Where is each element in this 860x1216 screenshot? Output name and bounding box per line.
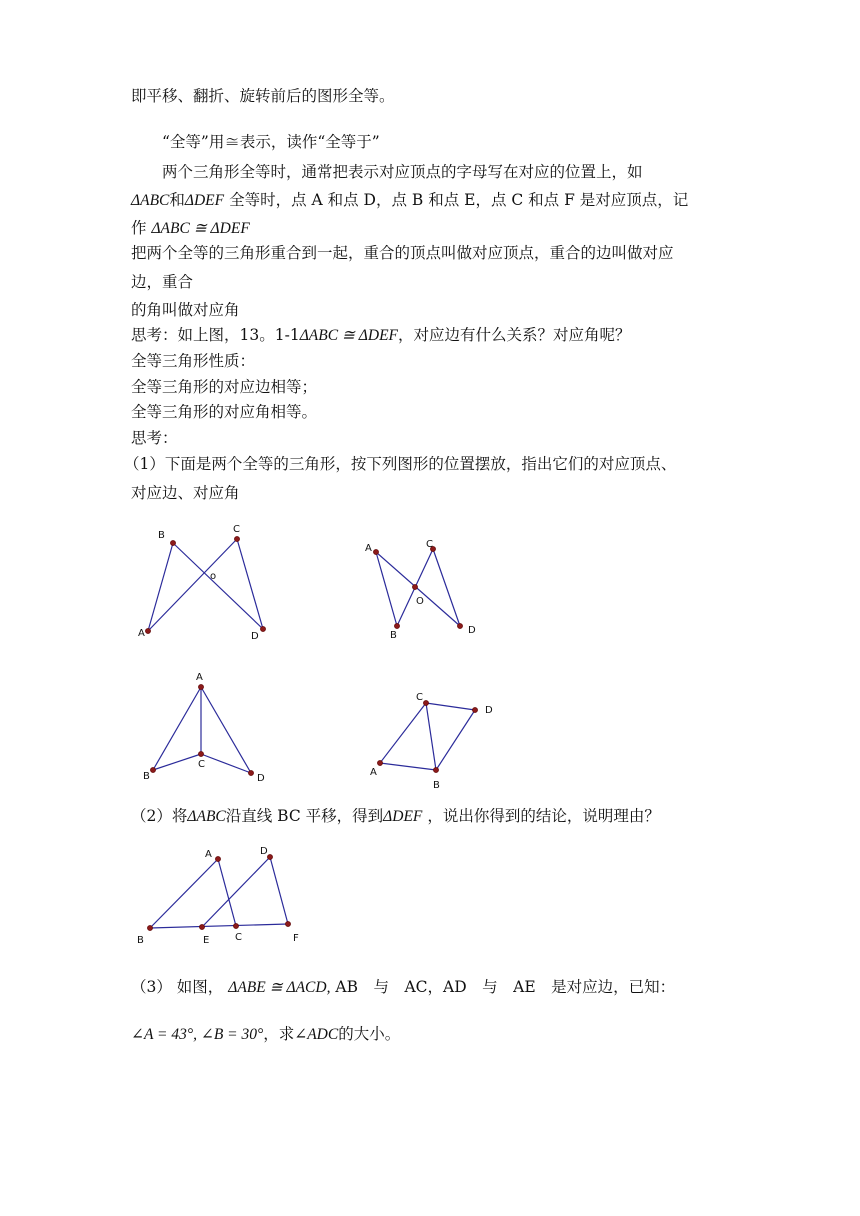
text-line-7: 边，重合 bbox=[131, 273, 194, 291]
math-angles: ∠A = 43°, ∠B = 30° bbox=[131, 1026, 264, 1043]
label-o: o bbox=[210, 571, 217, 582]
segment-ac bbox=[218, 859, 236, 926]
segment-cd bbox=[201, 754, 251, 773]
text-line-5 bbox=[131, 218, 250, 239]
text-and: 和 bbox=[169, 191, 185, 209]
label-d: D bbox=[257, 773, 265, 784]
point-c bbox=[423, 700, 428, 705]
math-abc: ΔABC bbox=[131, 192, 170, 209]
label-b: B bbox=[158, 530, 165, 541]
label-o: O bbox=[416, 596, 424, 607]
point-b bbox=[433, 767, 438, 772]
segment-ab bbox=[376, 552, 397, 626]
point-c bbox=[234, 536, 239, 541]
point-a bbox=[373, 549, 378, 554]
label-a: A bbox=[138, 628, 145, 639]
point-f bbox=[285, 921, 290, 926]
math-def-q2: ΔDEF bbox=[383, 808, 423, 825]
math-abc-q2: ΔABC bbox=[187, 808, 226, 825]
segment-ab bbox=[380, 763, 436, 770]
math-congruence-1: ΔABC ≅ ΔDEF bbox=[151, 220, 250, 237]
segment-bd bbox=[173, 543, 263, 629]
text-think-1: 思考：如上图，13。1-1 bbox=[131, 326, 300, 344]
point-a bbox=[215, 856, 220, 861]
label-c: C bbox=[233, 524, 240, 535]
text-line-14: （1）下面是两个全等的三角形，按下列图形的位置摆放，指出它们的对应顶点、 bbox=[124, 455, 677, 473]
segment-cd bbox=[426, 703, 475, 710]
point-c bbox=[233, 923, 238, 928]
segment-cb bbox=[426, 703, 436, 770]
math-congruence-q3: ΔABE ≅ ΔACD, bbox=[228, 979, 331, 996]
segment-ca bbox=[380, 703, 426, 763]
question-3-given bbox=[131, 1024, 400, 1045]
point-e bbox=[199, 924, 204, 929]
text-line-13: 思考： bbox=[131, 429, 178, 447]
point-d bbox=[472, 707, 477, 712]
q2-prefix: （2）将 bbox=[131, 807, 188, 825]
math-angle-adc: ∠ADC bbox=[294, 1026, 339, 1043]
point-b bbox=[170, 540, 175, 545]
segment-db bbox=[436, 710, 475, 770]
figure-5 bbox=[132, 842, 312, 948]
label-d: D bbox=[251, 631, 259, 642]
label-e: E bbox=[203, 935, 210, 946]
label-a: A bbox=[196, 672, 203, 683]
q3-end: 的大小。 bbox=[338, 1025, 401, 1043]
figure-3 bbox=[138, 668, 278, 792]
label-d: D bbox=[260, 846, 268, 857]
label-b: B bbox=[143, 771, 150, 782]
text-line-15: 对应边、对应角 bbox=[131, 484, 240, 502]
point-o bbox=[412, 584, 417, 589]
q3-prefix: （3） 如图， bbox=[131, 978, 224, 996]
q3-ask: ，求 bbox=[263, 1025, 295, 1043]
text-think-1-rest: ，对应边有什么关系？对应角呢？ bbox=[398, 326, 631, 344]
point-b bbox=[394, 623, 399, 628]
segment-ba bbox=[150, 859, 218, 928]
text-line-11: 全等三角形的对应边相等； bbox=[131, 378, 318, 396]
q2-suffix: ，说出你得到的结论，说明理由？ bbox=[427, 807, 660, 825]
label-f: F bbox=[293, 933, 299, 944]
q3-rest: AB 与 AC，AD 与 AE 是对应边，已知： bbox=[330, 978, 676, 996]
text-line-4 bbox=[131, 190, 688, 211]
point-b bbox=[147, 925, 152, 930]
point-a bbox=[377, 760, 382, 765]
question-2 bbox=[131, 806, 660, 827]
segment-ab bbox=[153, 687, 201, 770]
point-a bbox=[198, 684, 203, 689]
text-line-2: “全等”用≅表示，读作“全等于” bbox=[162, 133, 380, 151]
text-line-3: 两个三角形全等时，通常把表示对应顶点的字母写在对应的位置上，如 bbox=[162, 163, 643, 181]
text-line-12: 全等三角形的对应角相等。 bbox=[131, 403, 318, 421]
point-a bbox=[145, 628, 150, 633]
question-3 bbox=[131, 977, 675, 998]
math-congruence-2: ΔABC ≅ ΔDEF bbox=[299, 327, 399, 344]
label-d: D bbox=[485, 705, 493, 716]
q2-middle: 沿直线 BC 平移，得到 bbox=[225, 807, 384, 825]
label-c: C bbox=[416, 692, 423, 703]
label-c: C bbox=[235, 932, 242, 943]
math-def: ΔDEF bbox=[184, 192, 225, 209]
label-d: D bbox=[468, 625, 476, 636]
label-c: C bbox=[426, 539, 433, 550]
label-a: A bbox=[205, 849, 212, 860]
point-d bbox=[457, 623, 462, 628]
point-d bbox=[248, 770, 253, 775]
label-b: B bbox=[137, 935, 144, 946]
figure-4 bbox=[366, 688, 506, 794]
point-b bbox=[150, 767, 155, 772]
label-c: C bbox=[198, 759, 205, 770]
figure-1 bbox=[130, 518, 290, 648]
point-d bbox=[267, 854, 272, 859]
point-d bbox=[260, 626, 265, 631]
label-b: B bbox=[390, 630, 397, 641]
segment-cd bbox=[237, 539, 263, 629]
label-a: A bbox=[365, 543, 372, 554]
text-line-6: 把两个全等的三角形重合到一起，重合的顶点叫做对应顶点，重合的边叫做对应 bbox=[131, 244, 674, 262]
text-line-8: 的角叫做对应角 bbox=[131, 301, 240, 319]
text-line-9 bbox=[131, 325, 631, 346]
segment-df bbox=[270, 857, 288, 924]
label-a: A bbox=[370, 767, 377, 778]
text-line-4-rest: 全等时，点 A 和点 D，点 B 和点 E，点 C 和点 F 是对应顶点，记 bbox=[229, 191, 689, 209]
label-b: B bbox=[433, 780, 440, 791]
text-line-1: 即平移、翻折、旋转前后的图形全等。 bbox=[131, 87, 395, 105]
text-line-10: 全等三角形性质： bbox=[131, 352, 256, 370]
segment-ed bbox=[202, 857, 270, 927]
text-zuo: 作 bbox=[131, 219, 147, 237]
segment-ad bbox=[201, 687, 251, 773]
figure-2 bbox=[360, 536, 490, 646]
point-c bbox=[198, 751, 203, 756]
segment-bf bbox=[150, 924, 288, 928]
